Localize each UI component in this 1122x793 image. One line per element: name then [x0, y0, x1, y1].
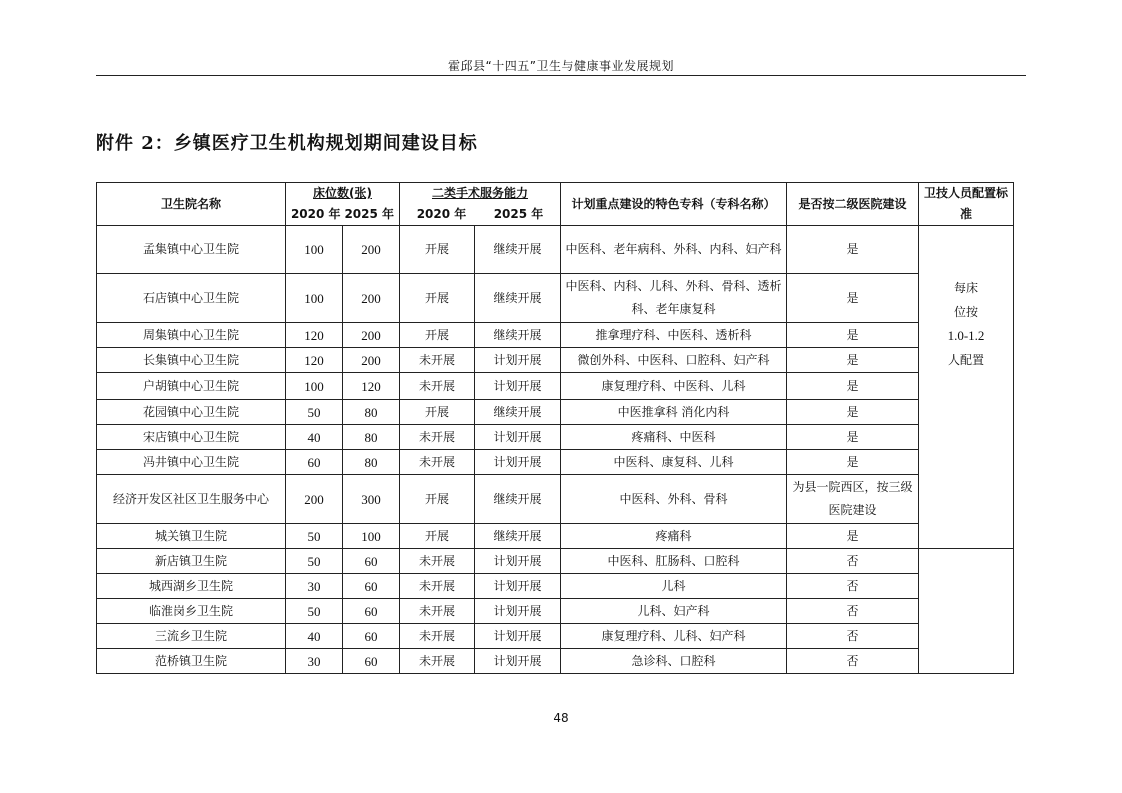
- cell-second-level: 是: [787, 226, 919, 274]
- header-beds-label: 床位数(张): [313, 186, 372, 200]
- cell-specialty: 中医科、外科、骨科: [561, 475, 787, 524]
- table-body: [97, 226, 1014, 674]
- staffing-line-3: 1.0-1.2: [947, 328, 985, 343]
- cell-surgery-2020: 开展: [400, 475, 475, 524]
- cell-name: 孟集镇中心卫生院: [97, 226, 286, 274]
- staffing-standard-cell: [919, 226, 1014, 549]
- cell-beds-2020: 40: [286, 425, 343, 450]
- cell-specialty: 推拿理疗科、中医科、透析科: [561, 323, 787, 348]
- cell-surgery-2020: 开展: [400, 226, 475, 274]
- cell-specialty: 中医科、肛肠科、口腔科: [561, 549, 787, 574]
- cell-beds-2020: 120: [286, 323, 343, 348]
- cell-beds-2025: 200: [343, 348, 400, 373]
- cell-surgery-2020: 未开展: [400, 450, 475, 475]
- plan-table: [96, 182, 1014, 674]
- cell-beds-2020: 100: [286, 226, 343, 274]
- cell-surgery-2020: 未开展: [400, 549, 475, 574]
- cell-surgery-2020: 未开展: [400, 599, 475, 624]
- table-row: [97, 226, 1014, 274]
- table-row: [97, 475, 1014, 524]
- cell-beds-2020: 60: [286, 450, 343, 475]
- cell-name: 周集镇中心卫生院: [97, 323, 286, 348]
- cell-surgery-2025: 继续开展: [475, 323, 561, 348]
- cell-beds-2025: 60: [343, 649, 400, 674]
- cell-beds-2020: 50: [286, 524, 343, 549]
- cell-second-level: 否: [787, 649, 919, 674]
- cell-specialty: 康复理疗科、儿科、妇产科: [561, 624, 787, 649]
- cell-surgery-2020: 未开展: [400, 425, 475, 450]
- cell-surgery-2020: 开展: [400, 274, 475, 323]
- cell-beds-2025: 80: [343, 400, 400, 425]
- cell-surgery-2020: 未开展: [400, 574, 475, 599]
- cell-specialty: 疼痛科: [561, 524, 787, 549]
- cell-specialty: 儿科、妇产科: [561, 599, 787, 624]
- header-surgery-label: 二类手术服务能力: [431, 186, 528, 200]
- cell-beds-2025: 200: [343, 274, 400, 323]
- cell-specialty: 中医推拿科 消化内科: [561, 400, 787, 425]
- cell-surgery-2025: 继续开展: [475, 475, 561, 524]
- cell-specialty: 中医科、康复科、儿科: [561, 450, 787, 475]
- cell-second-level: 否: [787, 624, 919, 649]
- header-staffing: 卫技人员配置标准: [919, 183, 1014, 226]
- header-specialty: 计划重点建设的特色专科（专科名称）: [561, 183, 787, 226]
- cell-surgery-2020: 未开展: [400, 373, 475, 400]
- staffing-line-1: 每床: [953, 281, 978, 295]
- cell-second-level: 否: [787, 574, 919, 599]
- page-number: 48: [553, 711, 569, 725]
- cell-name: 户胡镇中心卫生院: [97, 373, 286, 400]
- cell-surgery-2025: 计划开展: [475, 348, 561, 373]
- staffing-line-2: 位按: [953, 305, 978, 319]
- plan-table-container: [96, 182, 1014, 674]
- cell-surgery-2020: 未开展: [400, 624, 475, 649]
- cell-beds-2025: 300: [343, 475, 400, 524]
- table-row: [97, 400, 1014, 425]
- cell-specialty: 急诊科、口腔科: [561, 649, 787, 674]
- cell-beds-2025: 80: [343, 425, 400, 450]
- table-row: [97, 348, 1014, 373]
- cell-second-level: 是: [787, 450, 919, 475]
- header-surgery-2025: 2025 年: [493, 207, 544, 221]
- cell-specialty: 疼痛科、中医科: [561, 425, 787, 450]
- table-row: [97, 373, 1014, 400]
- cell-specialty: 中医科、老年病科、外科、内科、妇产科: [561, 226, 787, 274]
- cell-beds-2020: 100: [286, 373, 343, 400]
- cell-surgery-2025: 计划开展: [475, 425, 561, 450]
- cell-surgery-2020: 未开展: [400, 348, 475, 373]
- cell-name: 城关镇卫生院: [97, 524, 286, 549]
- table-row: [97, 549, 1014, 574]
- cell-second-level: 是: [787, 425, 919, 450]
- cell-name: 经济开发区社区卫生服务中心: [97, 475, 286, 524]
- cell-surgery-2020: 开展: [400, 323, 475, 348]
- cell-surgery-2025: 继续开展: [475, 274, 561, 323]
- cell-beds-2025: 100: [343, 524, 400, 549]
- cell-name: 冯井镇中心卫生院: [97, 450, 286, 475]
- cell-specialty: 中医科、内科、儿科、外科、骨科、透析科、老年康复科: [561, 274, 787, 323]
- cell-beds-2020: 50: [286, 400, 343, 425]
- table-row: [97, 574, 1014, 599]
- cell-second-level: 是: [787, 400, 919, 425]
- cell-beds-2025: 200: [343, 323, 400, 348]
- cell-beds-2025: 60: [343, 549, 400, 574]
- cell-beds-2020: 50: [286, 599, 343, 624]
- header-surgery: [400, 183, 561, 226]
- cell-second-level: 是: [787, 274, 919, 323]
- running-header: 霍邱县“十四五”卫生与健康事业发展规划: [448, 59, 674, 73]
- cell-name: 花园镇中心卫生院: [97, 400, 286, 425]
- cell-beds-2025: 60: [343, 624, 400, 649]
- table-header-row: [97, 183, 1014, 226]
- cell-specialty: 儿科: [561, 574, 787, 599]
- cell-second-level: 是: [787, 323, 919, 348]
- cell-second-level: 是: [787, 524, 919, 549]
- page-title: 附件 2：乡镇医疗卫生机构规划期间建设目标: [96, 133, 478, 154]
- cell-surgery-2025: 计划开展: [475, 599, 561, 624]
- cell-beds-2020: 40: [286, 624, 343, 649]
- table-row: [97, 323, 1014, 348]
- cell-beds-2025: 60: [343, 574, 400, 599]
- cell-surgery-2025: 计划开展: [475, 574, 561, 599]
- header-name: 卫生院名称: [97, 183, 286, 226]
- cell-name: 长集镇中心卫生院: [97, 348, 286, 373]
- table-row: [97, 599, 1014, 624]
- table-row: [97, 274, 1014, 323]
- cell-beds-2020: 200: [286, 475, 343, 524]
- cell-surgery-2025: 继续开展: [475, 524, 561, 549]
- cell-surgery-2020: 未开展: [400, 649, 475, 674]
- table-row: [97, 425, 1014, 450]
- header-divider: [96, 75, 1026, 76]
- cell-beds-2025: 120: [343, 373, 400, 400]
- cell-second-level: 为县一院西区，按三级医院建设: [787, 475, 919, 524]
- cell-second-level: 否: [787, 599, 919, 624]
- table-row: [97, 649, 1014, 674]
- cell-specialty: 微创外科、中医科、口腔科、妇产科: [561, 348, 787, 373]
- cell-name: 三流乡卫生院: [97, 624, 286, 649]
- cell-surgery-2025: 继续开展: [475, 400, 561, 425]
- cell-beds-2020: 50: [286, 549, 343, 574]
- cell-surgery-2025: 计划开展: [475, 624, 561, 649]
- header-beds-2025: 2025 年: [344, 207, 395, 221]
- cell-surgery-2025: 计划开展: [475, 649, 561, 674]
- table-row: [97, 450, 1014, 475]
- staffing-empty-cell: [919, 549, 1014, 674]
- cell-second-level: 否: [787, 549, 919, 574]
- cell-name: 宋店镇中心卫生院: [97, 425, 286, 450]
- cell-second-level: 是: [787, 348, 919, 373]
- cell-surgery-2025: 继续开展: [475, 226, 561, 274]
- cell-beds-2020: 100: [286, 274, 343, 323]
- cell-beds-2025: 80: [343, 450, 400, 475]
- header-second-level: 是否按二级医院建设: [787, 183, 919, 226]
- cell-second-level: 是: [787, 373, 919, 400]
- cell-beds-2020: 120: [286, 348, 343, 373]
- cell-name: 石店镇中心卫生院: [97, 274, 286, 323]
- cell-beds-2020: 30: [286, 574, 343, 599]
- cell-name: 临淮岗乡卫生院: [97, 599, 286, 624]
- cell-surgery-2020: 开展: [400, 524, 475, 549]
- cell-beds-2025: 200: [343, 226, 400, 274]
- header-surgery-2020: 2020 年: [416, 207, 467, 221]
- table-row: [97, 524, 1014, 549]
- cell-name: 范桥镇卫生院: [97, 649, 286, 674]
- cell-beds-2020: 30: [286, 649, 343, 674]
- cell-name: 城西湖乡卫生院: [97, 574, 286, 599]
- cell-specialty: 康复理疗科、中医科、儿科: [561, 373, 787, 400]
- header-beds: [286, 183, 400, 226]
- cell-name: 新店镇卫生院: [97, 549, 286, 574]
- cell-surgery-2025: 计划开展: [475, 450, 561, 475]
- cell-surgery-2025: 计划开展: [475, 373, 561, 400]
- cell-beds-2025: 60: [343, 599, 400, 624]
- header-beds-2020: 2020 年: [290, 207, 341, 221]
- table-row: [97, 624, 1014, 649]
- staffing-line-4: 人配置: [947, 353, 984, 367]
- cell-surgery-2025: 计划开展: [475, 549, 561, 574]
- cell-surgery-2020: 开展: [400, 400, 475, 425]
